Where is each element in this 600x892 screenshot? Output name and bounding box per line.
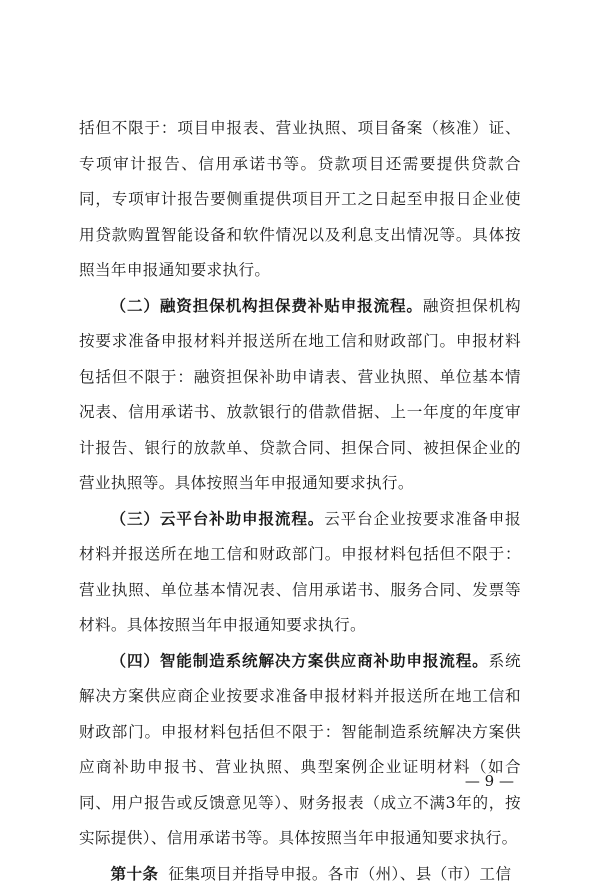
page-number: — 9 — [465,772,514,790]
paragraph-text: 括但不限于：项目申报表、营业执照、项目备案（核准）证、专项审计报告、信用承诺书等。贷款项目还需要提供贷款合同，专项审计报告要侧重提供项目开工之日起至申报日企业使用贷款购置智能设备和软件情况以及利息支出情况等。具体按照当年申报通知要求执行。 [79,119,521,279]
paragraph-continuation [79,111,521,289]
paragraph-heading: （四）智能制造系统解决方案供应商补助申报流程。 [111,652,489,670]
paragraph-heading: （三）云平台补助申报流程。 [111,510,325,528]
paragraph-heading: （二）融资担保机构担保费补贴申报流程。 [111,297,423,315]
paragraph-cloud-platform [79,502,521,644]
paragraph-solution-provider [79,644,521,857]
article-text: 征集项目并指导申报。各市（州）、县（市）工信 [168,865,511,883]
document-body [79,111,521,892]
paragraph-guarantee-subsidy [79,289,521,502]
paragraph-text: 云平台企业按要求准备申报材料并报送所在地工信和财政部门。申报材料包括但不限于：营业执照、单位基本情况表、信用承诺书、服务合同、发票等材料。具体按照当年申报通知要求执行。 [79,510,521,635]
article-ten [79,857,521,892]
paragraph-text: 融资担保机构按要求准备申报材料并报送所在地工信和财政部门。申报材料包括但不限于：融资担保补助申请表、营业执照、单位基本情况表、信用承诺书、放款银行的借款借据、上一年度的年度审计报告、银行的放款单、贷款合同、担保合同、被担保企业的营业执照等。具体按照当年申报通知要求执行。 [79,297,521,493]
article-number: 第十条 [111,865,159,883]
paragraph-text: 系统解决方案供应商企业按要求准备申报材料并报送所在地工信和财政部门。申报材料包括但不限于：智能制造系统解决方案供应商补助申报书、营业执照、典型案例企业证明材料（如合同、用户报告或反馈意见等）、财务报表（成立不满3年的，按实际提供）、信用承诺书等。具体按照当年申报通知要求执行。 [79,652,521,848]
